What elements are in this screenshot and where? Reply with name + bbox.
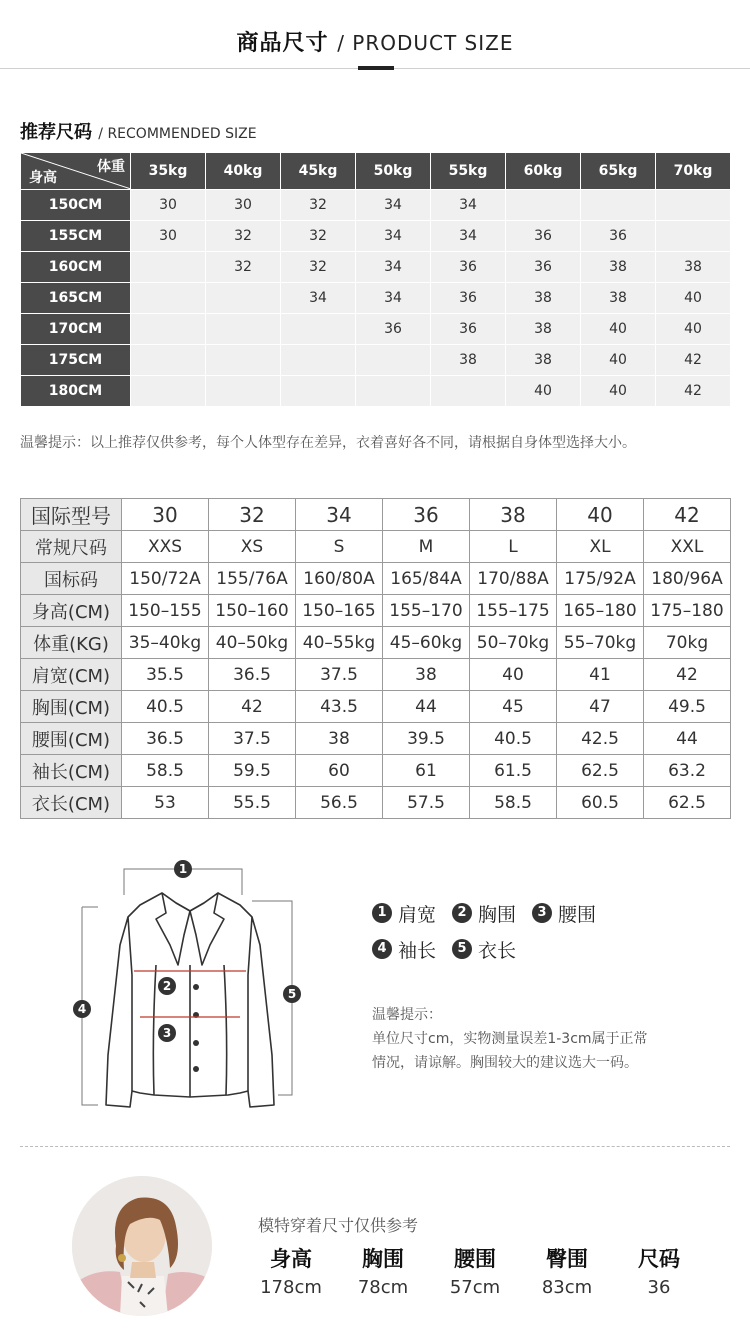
table-cell: 44	[383, 691, 470, 723]
table-cell: XS	[209, 531, 296, 563]
table-row	[21, 531, 731, 563]
table-cell: 45	[470, 691, 557, 723]
size-cell	[131, 376, 206, 407]
size-cell: 36	[506, 252, 581, 283]
size-cell: 40	[506, 376, 581, 407]
stat-value: 57cm	[449, 1277, 501, 1298]
table-cell: 160/80A	[296, 563, 383, 595]
table-cell: 40	[557, 499, 644, 531]
size-cell: 38	[581, 283, 656, 314]
model-stat	[429, 1242, 521, 1300]
table-row	[21, 595, 731, 627]
size-cell: 40	[656, 314, 731, 345]
legend-number: 1	[372, 903, 392, 923]
legend-item	[452, 900, 516, 927]
height-label: 165CM	[21, 283, 131, 314]
model-stat	[337, 1242, 429, 1300]
jacket-outline	[106, 893, 274, 1107]
measurement-legend	[372, 895, 612, 967]
size-cell	[281, 345, 356, 376]
height-label: 155CM	[21, 221, 131, 252]
size-cell: 34	[281, 283, 356, 314]
table-cell: 59.5	[209, 755, 296, 787]
size-cell	[206, 283, 281, 314]
stat-label: 腰围	[454, 1247, 496, 1271]
size-cell	[131, 345, 206, 376]
size-cell: 36	[506, 221, 581, 252]
legend-row	[372, 895, 612, 931]
corner-height-label: 身高	[29, 170, 57, 186]
table-cell: 43.5	[296, 691, 383, 723]
table-cell: 36.5	[209, 659, 296, 691]
weight-header-row	[21, 153, 731, 190]
size-cell	[356, 345, 431, 376]
table-cell: 53	[122, 787, 209, 819]
size-cell: 30	[206, 190, 281, 221]
table-cell: 62.5	[557, 755, 644, 787]
table-cell: 36	[383, 499, 470, 531]
size-cell: 38	[506, 314, 581, 345]
size-cell: 30	[131, 221, 206, 252]
legend-number: 4	[372, 939, 392, 959]
table-cell: 35–40kg	[122, 627, 209, 659]
weight-header: 55kg	[431, 153, 506, 190]
model-stat	[613, 1242, 705, 1300]
weight-header: 50kg	[356, 153, 431, 190]
table-row	[21, 691, 731, 723]
row-label: 腰围(CM)	[21, 723, 122, 755]
table-cell: 58.5	[470, 787, 557, 819]
table-row	[21, 252, 731, 283]
stat-value: 78cm	[357, 1277, 409, 1298]
size-cell: 34	[356, 252, 431, 283]
legend-label: 衣长	[478, 939, 517, 962]
size-cell: 32	[281, 221, 356, 252]
legend-label: 胸围	[478, 903, 517, 926]
corner-weight-label: 体重	[97, 159, 125, 175]
table-row	[21, 221, 731, 252]
marker-2: 2	[162, 979, 172, 993]
stat-label: 臀围	[546, 1247, 588, 1271]
recommended-size-title	[20, 118, 257, 144]
table-cell: 58.5	[122, 755, 209, 787]
size-cell: 36	[356, 314, 431, 345]
size-cell	[581, 190, 656, 221]
size-cell: 34	[356, 190, 431, 221]
size-cell: 34	[356, 221, 431, 252]
table-cell: 155/76A	[209, 563, 296, 595]
size-cell	[131, 314, 206, 345]
table-cell: 38	[470, 499, 557, 531]
table-cell: 34	[296, 499, 383, 531]
size-cell: 36	[431, 252, 506, 283]
table-row	[21, 723, 731, 755]
weight-header: 40kg	[206, 153, 281, 190]
height-label: 150CM	[21, 190, 131, 221]
row-label: 衣长(CM)	[21, 787, 122, 819]
legend-label: 腰围	[558, 903, 597, 926]
size-cell: 32	[281, 190, 356, 221]
table-cell: 155–175	[470, 595, 557, 627]
table-row	[21, 376, 731, 407]
table-cell: 60.5	[557, 787, 644, 819]
table-cell: 165–180	[557, 595, 644, 627]
recommended-size-table	[20, 152, 731, 407]
size-cell: 34	[431, 190, 506, 221]
table-cell: 42.5	[557, 723, 644, 755]
table-cell: 30	[122, 499, 209, 531]
weight-header: 65kg	[581, 153, 656, 190]
size-cell	[356, 376, 431, 407]
table-cell: 49.5	[644, 691, 731, 723]
jacket-measurement-diagram	[70, 855, 320, 1115]
marker-5: 5	[287, 987, 297, 1001]
table-cell: 42	[644, 499, 731, 531]
table-row	[21, 283, 731, 314]
table-cell: 41	[557, 659, 644, 691]
size-cell: 32	[206, 221, 281, 252]
row-label: 体重(KG)	[21, 627, 122, 659]
table-row	[21, 499, 731, 531]
legend-item	[372, 900, 436, 927]
size-cell: 42	[656, 376, 731, 407]
size-cell	[281, 376, 356, 407]
size-cell: 40	[656, 283, 731, 314]
size-cell	[206, 376, 281, 407]
legend-number: 3	[532, 903, 552, 923]
legend-item	[532, 900, 596, 927]
table-cell: S	[296, 531, 383, 563]
table-cell: 39.5	[383, 723, 470, 755]
table-cell: 38	[296, 723, 383, 755]
stat-value: 83cm	[541, 1277, 593, 1298]
table-cell: 150–160	[209, 595, 296, 627]
table-cell: 175–180	[644, 595, 731, 627]
table-cell: 175/92A	[557, 563, 644, 595]
size-cell	[506, 190, 581, 221]
size-cell: 38	[656, 252, 731, 283]
table-cell: 62.5	[644, 787, 731, 819]
height-label: 160CM	[21, 252, 131, 283]
note-line-1: 单位尺寸cm，实物测量误差1-3cm属于正常	[372, 1031, 648, 1047]
size-cell: 34	[431, 221, 506, 252]
table-cell: 47	[557, 691, 644, 723]
table-cell: 37.5	[296, 659, 383, 691]
weight-header: 35kg	[131, 153, 206, 190]
table-cell: 50–70kg	[470, 627, 557, 659]
model-stats	[245, 1242, 705, 1300]
model-reference-title: 模特穿着尺寸仅供参考	[258, 1216, 419, 1235]
size-cell: 42	[656, 345, 731, 376]
table-row	[21, 563, 731, 595]
table-cell: 150/72A	[122, 563, 209, 595]
table-cell: 170/88A	[470, 563, 557, 595]
table-row	[21, 190, 731, 221]
table-row	[21, 314, 731, 345]
section-divider	[20, 1146, 730, 1147]
legend-number: 5	[452, 939, 472, 959]
height-label: 180CM	[21, 376, 131, 407]
size-cell: 40	[581, 376, 656, 407]
table-cell: 61.5	[470, 755, 557, 787]
table-cell: 155–170	[383, 595, 470, 627]
size-cell: 40	[581, 314, 656, 345]
table-cell: 40	[470, 659, 557, 691]
size-cell: 38	[506, 345, 581, 376]
note-line-2: 情况，请谅解。胸围较大的建议选大一码。	[372, 1055, 638, 1071]
weight-header: 45kg	[281, 153, 356, 190]
row-label: 常规尺码	[21, 531, 122, 563]
table-cell: 45–60kg	[383, 627, 470, 659]
table-cell: 38	[383, 659, 470, 691]
table-cell: 56.5	[296, 787, 383, 819]
size-cell: 30	[131, 190, 206, 221]
marker-4: 4	[77, 1002, 87, 1016]
size-cell: 38	[431, 345, 506, 376]
row-label: 袖长(CM)	[21, 755, 122, 787]
table-cell: 70kg	[644, 627, 731, 659]
size-cell: 38	[581, 252, 656, 283]
size-cell	[656, 221, 731, 252]
legend-item	[372, 936, 436, 963]
model-avatar	[72, 1176, 212, 1316]
page-header	[0, 0, 750, 70]
size-cell: 34	[356, 283, 431, 314]
size-cell	[206, 314, 281, 345]
recommended-title-cn: 推荐尺码	[20, 122, 92, 143]
tip-text: 温馨提示：以上推荐仅供参考，每个人体型存在差异，衣着喜好各不同，请根据自身体型选择大小。	[20, 435, 636, 451]
table-cell: 165/84A	[383, 563, 470, 595]
size-cell: 36	[431, 283, 506, 314]
table-cell: 42	[644, 659, 731, 691]
table-cell: M	[383, 531, 470, 563]
table-cell: 150–155	[122, 595, 209, 627]
table-cell: XXL	[644, 531, 731, 563]
table-cell: L	[470, 531, 557, 563]
table-cell: 60	[296, 755, 383, 787]
measurement-note	[372, 1003, 692, 1075]
size-cell	[131, 283, 206, 314]
title-cn: 商品尺寸	[236, 31, 329, 56]
corner-cell	[21, 153, 131, 190]
table-cell: 55.5	[209, 787, 296, 819]
legend-item	[452, 936, 516, 963]
table-cell: 63.2	[644, 755, 731, 787]
size-cell: 38	[506, 283, 581, 314]
table-row	[21, 755, 731, 787]
row-label: 国标码	[21, 563, 122, 595]
size-cell: 32	[281, 252, 356, 283]
legend-number: 2	[452, 903, 472, 923]
height-label: 175CM	[21, 345, 131, 376]
size-cell	[281, 314, 356, 345]
table-cell: 40–50kg	[209, 627, 296, 659]
row-label: 国际型号	[21, 499, 122, 531]
weight-header: 60kg	[506, 153, 581, 190]
stat-value: 36	[647, 1277, 671, 1298]
table-cell: XL	[557, 531, 644, 563]
size-cell: 40	[581, 345, 656, 376]
table-row	[21, 659, 731, 691]
header-accent-bar	[358, 66, 394, 70]
note-title: 温馨提示：	[372, 1007, 442, 1023]
size-cell	[431, 376, 506, 407]
table-row	[21, 627, 731, 659]
model-stat	[245, 1242, 337, 1300]
table-cell: 40–55kg	[296, 627, 383, 659]
title-en: / PRODUCT SIZE	[337, 31, 514, 55]
marker-3: 3	[162, 1026, 172, 1040]
page-title	[0, 26, 750, 57]
size-chart-table	[20, 498, 731, 819]
table-cell: 32	[209, 499, 296, 531]
table-cell: 37.5	[209, 723, 296, 755]
row-label: 肩宽(CM)	[21, 659, 122, 691]
table-cell: 36.5	[122, 723, 209, 755]
model-stat	[521, 1242, 613, 1300]
size-cell	[131, 252, 206, 283]
row-label: 胸围(CM)	[21, 691, 122, 723]
table-cell: XXS	[122, 531, 209, 563]
height-label: 170CM	[21, 314, 131, 345]
recommended-title-en: / RECOMMENDED SIZE	[98, 126, 257, 142]
legend-label: 袖长	[398, 939, 437, 962]
table-cell: 42	[209, 691, 296, 723]
stat-label: 胸围	[362, 1247, 404, 1271]
table-cell: 40.5	[470, 723, 557, 755]
size-cell: 36	[581, 221, 656, 252]
table-cell: 55–70kg	[557, 627, 644, 659]
model-photo	[72, 1176, 212, 1316]
stat-label: 身高	[270, 1247, 312, 1271]
table-row	[21, 787, 731, 819]
size-cell	[206, 345, 281, 376]
legend-row	[372, 931, 612, 967]
table-cell: 40.5	[122, 691, 209, 723]
size-cell: 32	[206, 252, 281, 283]
table-row	[21, 345, 731, 376]
table-cell: 150–165	[296, 595, 383, 627]
size-cell	[656, 190, 731, 221]
weight-header: 70kg	[656, 153, 731, 190]
row-label: 身高(CM)	[21, 595, 122, 627]
table-cell: 44	[644, 723, 731, 755]
stat-label: 尺码	[638, 1247, 680, 1271]
stat-value: 178cm	[260, 1277, 322, 1298]
table-cell: 35.5	[122, 659, 209, 691]
table-cell: 57.5	[383, 787, 470, 819]
table-cell: 61	[383, 755, 470, 787]
table-cell: 180/96A	[644, 563, 731, 595]
legend-label: 肩宽	[398, 903, 437, 926]
size-cell: 36	[431, 314, 506, 345]
marker-1: 1	[178, 862, 188, 876]
